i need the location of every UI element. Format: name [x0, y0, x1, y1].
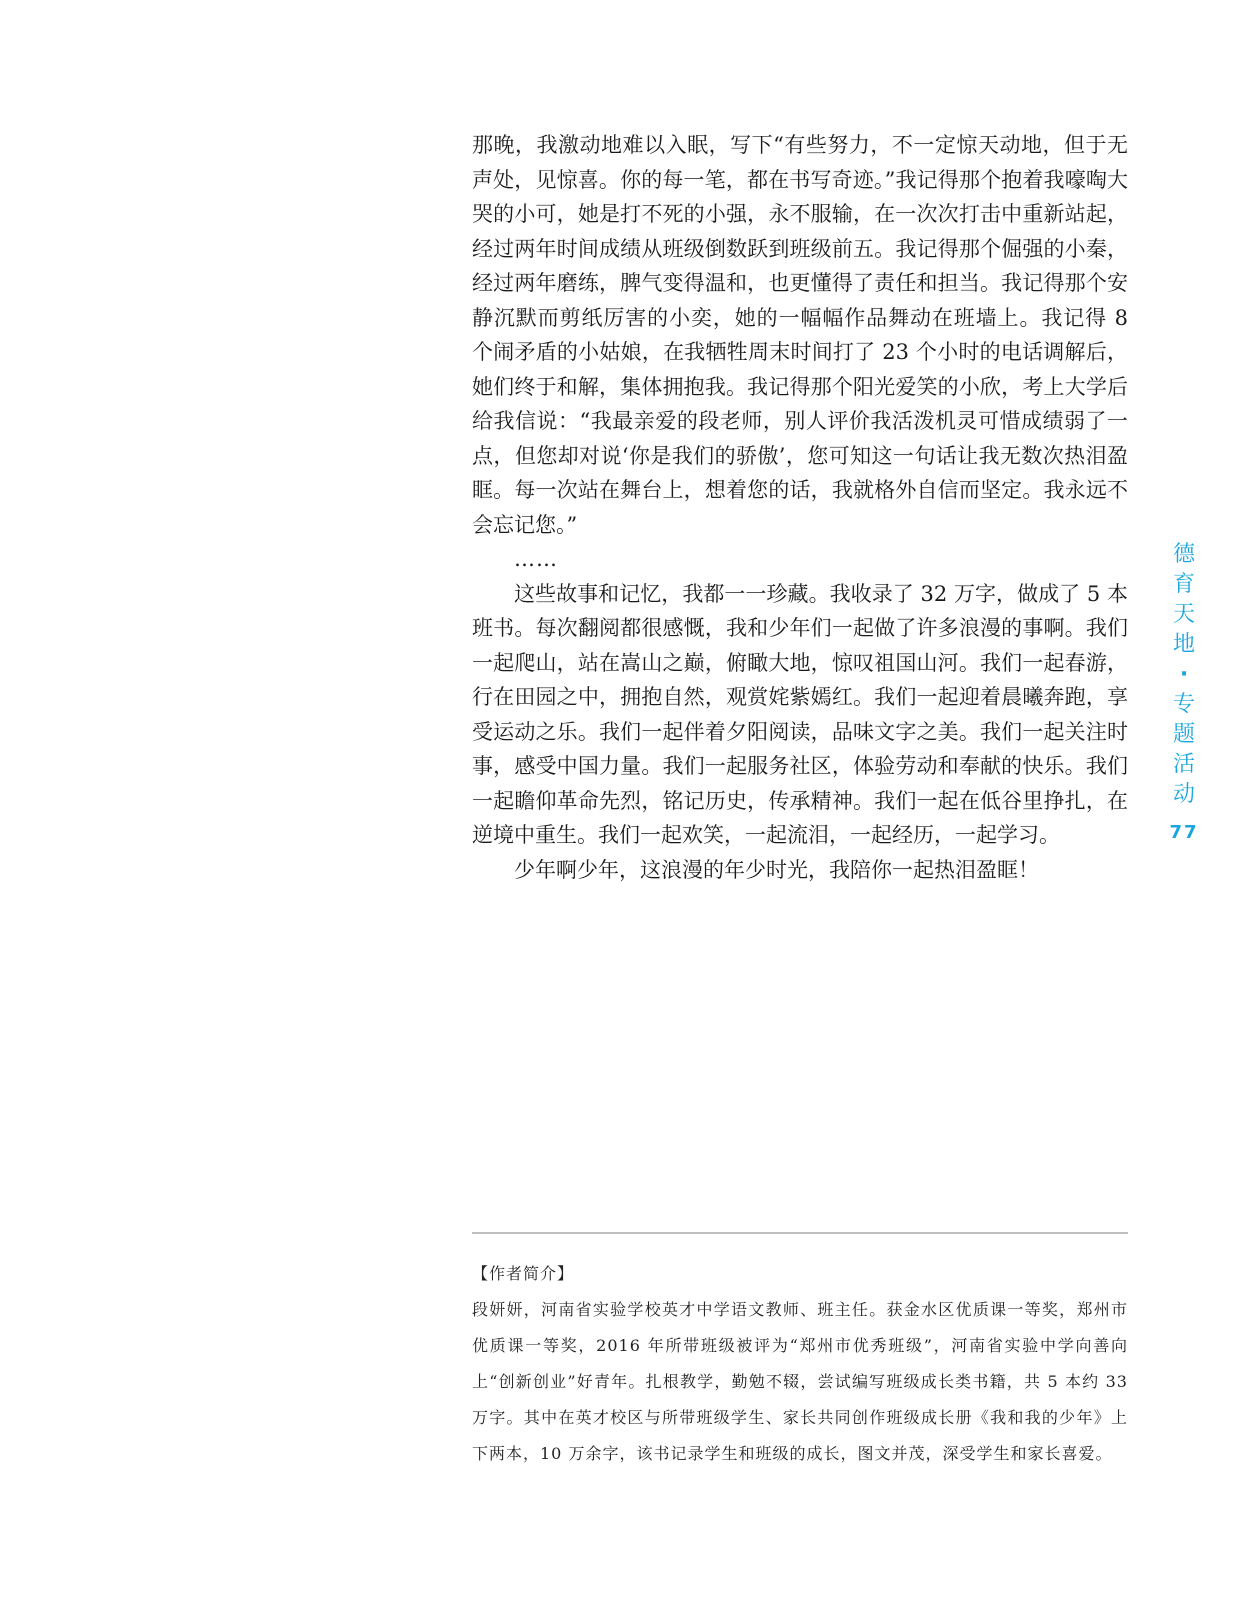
body-paragraph: 那晚，我激动地难以入眠，写下“有些努力，不一定惊天动地，但于无声处，见惊喜。你的每一笔，都在书写奇迹。”我记得那个抱着我嚎啕大哭的小可，她是打不死的小强，永不服输，在一次次打击中重新站起，经过两年时间成绩从班级倒数跃到班级前五。我记得那个倔强的小秦，经过两年磨练，脾气变得温和，也更懂得了责任和担当。我记得那个安静沉默而剪纸厉害的小奕，她的一幅幅作品舞动在班墙上。我记得 8 个闹矛盾的小姑娘，在我牺牲周末时间打了 23 个小时的电话调解后，她们终于和解，集体拥抱我。我记得那个阳光爱笑的小欣，考上大学后给我信说：“我最亲爱的段老师，别人评价我活泼机灵可惜成绩弱了一点，但您却对说‘你是我们的骄傲’，您可知这一句话让我无数次热泪盈眶。每一次站在舞台上，想着您的话，我就格外自信而坚定。我永远不会忘记您。”: [472, 133, 1128, 537]
author-bio-text: 段妍妍，河南省实验学校英才中学语文教师、班主任。获金水区优质课一等奖，郑州市优质课一等奖，2016 年所带班级被评为“郑州市优秀班级”，河南省实验中学向善向上“创新创业”好青年。扎根教学，勤勉不辍，尝试编写班级成长类书籍，共 5 本约 33 万字。其中在英才校区与所带班级学生、家长共同创作班级成长册《我和我的少年》上下两本，10 万余字，该书记录学生和班级的成长，图文并茂，深受学生和家长喜爱。: [472, 1300, 1128, 1463]
section-label-char: 育: [1172, 572, 1195, 597]
body-paragraph: 这些故事和记忆，我都一一珍藏。我收录了 32 万字，做成了 5 本班书。每次翻阅都很感慨，我和少年们一起做了许多浪漫的事啊。我们一起爬山，站在嵩山之巅，俯瞰大地，惊叹祖国山河。我们一起春游，行在田园之中，拥抱自然，观赏姹紫嫣红。我们一起迎着晨曦奔跑，享受运动之乐。我们一起伴着夕阳阅读，品味文字之美。我们一起关注时事，感受中国力量。我们一起服务社区，体验劳动和奉献的快乐。我们一起瞻仰革命先烈，铭记历史，传承精神。我们一起在低谷里挣扎，在逆境中重生。我们一起欢笑，一起流泪，一起经历，一起学习。: [472, 581, 1128, 847]
section-label-char: 动: [1172, 782, 1195, 807]
section-label-char: 德: [1172, 542, 1195, 567]
section-label-char: 天: [1172, 602, 1195, 627]
section-label-separator: ·: [1179, 662, 1189, 687]
article-body: [472, 128, 1128, 887]
section-label: [1168, 540, 1200, 843]
ellipsis: ……: [514, 547, 558, 571]
section-label-char: 题: [1172, 722, 1195, 747]
author-bio-heading: 【作者简介】: [472, 1264, 575, 1283]
body-paragraph: 少年啊少年，这浪漫的年少时光，我陪你一起热泪盈眶！: [514, 857, 1039, 882]
author-bio: [472, 1256, 1128, 1472]
section-label-char: 活: [1172, 752, 1195, 777]
section-label-char: 地: [1172, 632, 1195, 657]
section-label-char: 专: [1172, 692, 1195, 717]
page-number: 77: [1169, 822, 1199, 843]
bio-divider: [472, 1232, 1128, 1234]
